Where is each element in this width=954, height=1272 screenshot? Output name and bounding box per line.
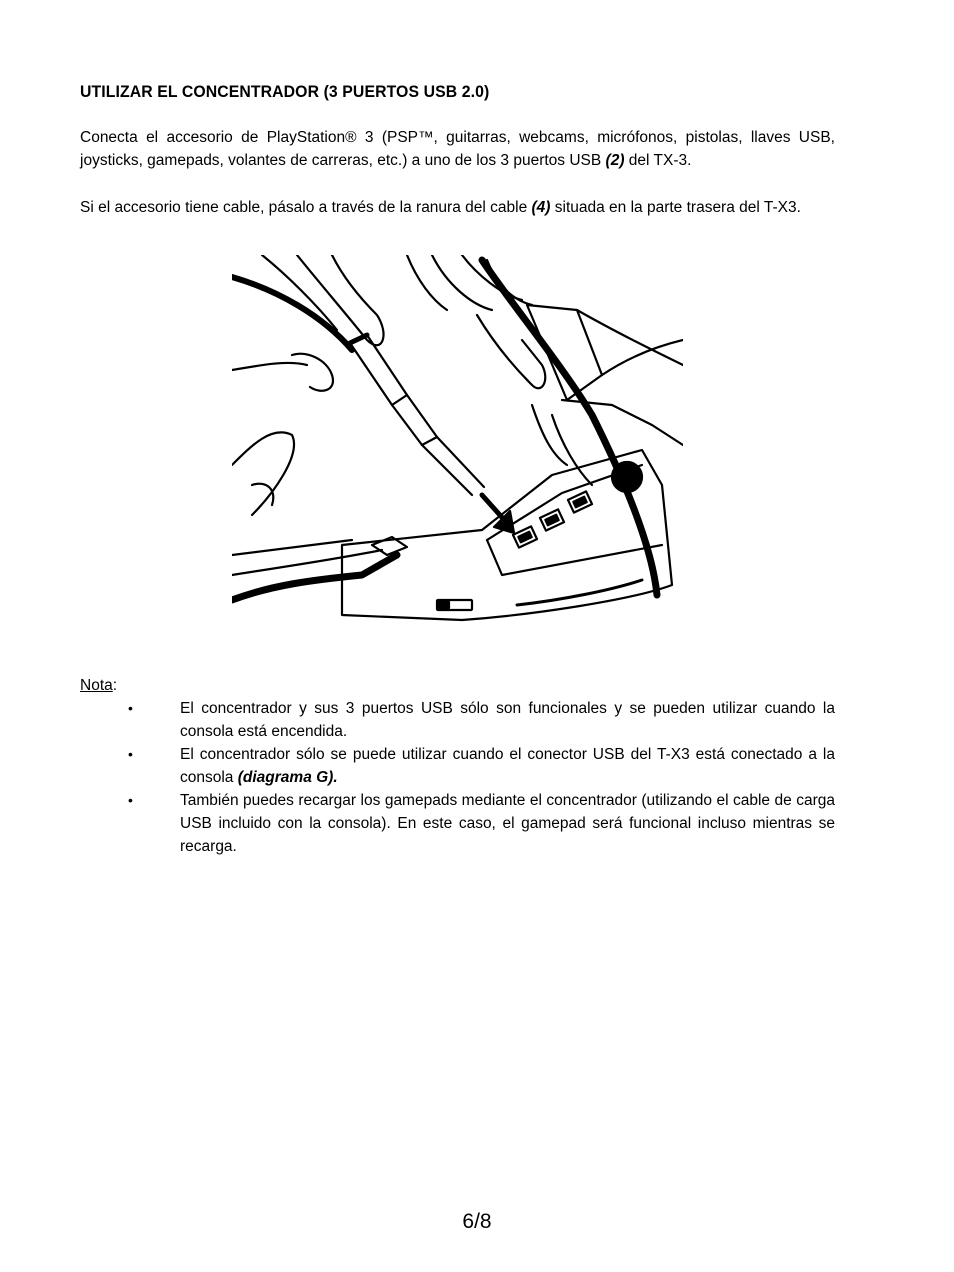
usb-hub-illustration bbox=[232, 255, 683, 625]
bullet-icon: • bbox=[128, 792, 133, 808]
note-item-text-a: También puedes recargar los gamepads mediante el concentrador (utilizando el cable de carga USB incluido con la consola). En este caso, el gamepad será funcional incluso mientras se recarga. bbox=[180, 792, 835, 855]
intro-text-b: del TX-3. bbox=[624, 152, 692, 169]
list-item bbox=[80, 743, 835, 789]
bullet-icon: • bbox=[128, 746, 133, 762]
slot-reference: (4) bbox=[531, 199, 551, 216]
list-item bbox=[80, 697, 835, 743]
cable-text-a: Si el accesorio tiene cable, pásalo a través de la ranura del cable bbox=[80, 199, 532, 216]
section-heading: UTILIZAR EL CONCENTRADOR (3 PUERTOS USB 2.0) bbox=[80, 82, 490, 101]
note-colon: : bbox=[112, 677, 118, 694]
note-item-text-a: El concentrador sólo se puede utilizar cuando el conector USB del T-X3 está conectado a la consola bbox=[180, 746, 835, 786]
note-list bbox=[80, 697, 835, 858]
note-item-text-a: El concentrador y sus 3 puertos USB sólo son funcionales y se pueden utilizar cuando la consola está encendida. bbox=[180, 700, 835, 740]
page-number: 6/8 bbox=[462, 1210, 492, 1233]
note-item-ref: (diagrama G). bbox=[237, 769, 338, 786]
list-item bbox=[80, 789, 835, 858]
bullet-icon: • bbox=[128, 700, 133, 716]
note-label: Nota bbox=[80, 677, 113, 694]
intro-paragraph bbox=[80, 126, 835, 172]
cable-paragraph bbox=[80, 196, 835, 219]
cable-text-b: situada en la parte trasera del T-X3. bbox=[550, 199, 801, 216]
intro-text-a: Conecta el accesorio de PlayStation® 3 (PSP™, guitarras, webcams, micrófonos, pistolas, llaves USB, joysticks, gamepads, volantes de carreras, etc.) a uno de los 3 puertos USB bbox=[80, 129, 835, 169]
note-label-line bbox=[80, 674, 117, 697]
port-reference: (2) bbox=[605, 152, 625, 169]
